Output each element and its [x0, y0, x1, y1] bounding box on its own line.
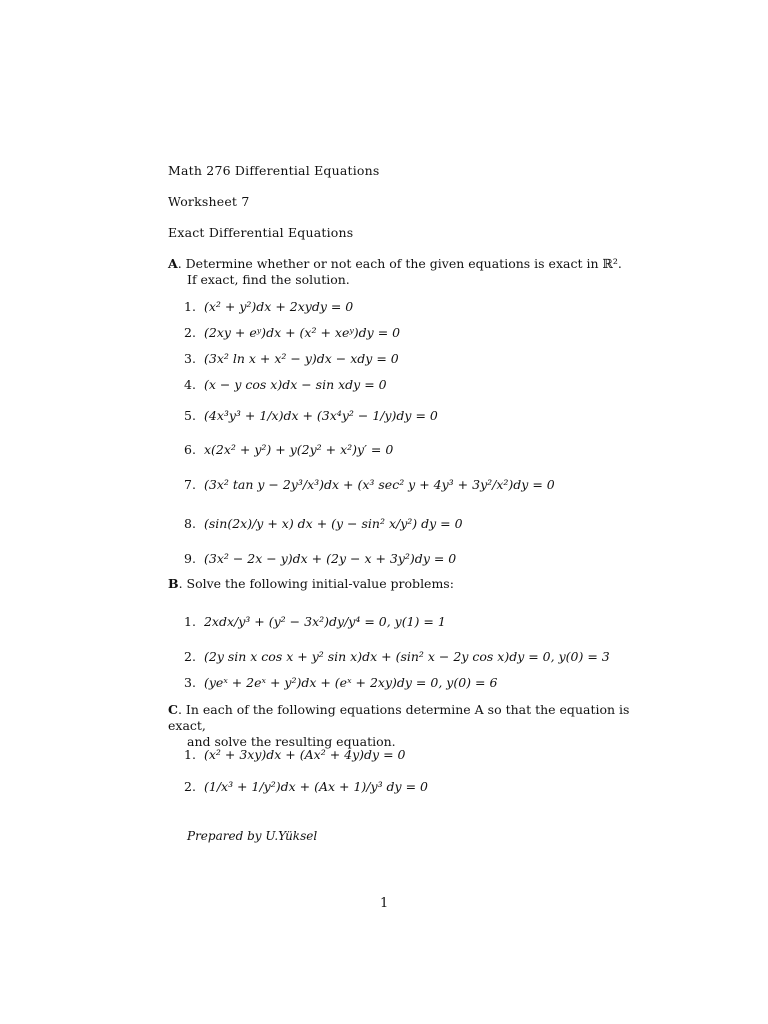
list-item: [184, 442, 393, 457]
item-number: 3.: [184, 675, 196, 690]
page-number: 1: [380, 896, 389, 911]
section-c-text: . In each of the following equations determine A so that the equation is exact,: [168, 702, 630, 733]
list-item: [184, 408, 438, 423]
section-b-heading: [168, 576, 648, 592]
equation: (2xy + eʸ)dx + (x² + xeʸ)dy = 0: [203, 325, 401, 340]
list-item: [184, 614, 446, 629]
equation: (yeˣ + 2eˣ + y²)dx + (eˣ + 2xy)dy = 0, y(0) = 6: [203, 675, 498, 690]
equation: x(2x² + y²) + y(2y² + x²)y′ = 0: [203, 442, 394, 457]
equation: (3x² tan y − 2y³/x³)dx + (x³ sec² y + 4y³ + 3y²/x²)dy = 0: [203, 477, 555, 492]
equation: (2y sin x cos x + y² sin x)dx + (sin² x − 2y cos x)dy = 0, y(0) = 3: [203, 649, 610, 664]
list-item: [184, 779, 428, 794]
item-number: 2.: [184, 649, 196, 664]
section-b-text: . Solve the following initial-value problems:: [178, 576, 454, 591]
list-item: [184, 551, 456, 566]
list-item: [184, 325, 400, 340]
list-item: [184, 477, 555, 492]
prepared-by: Prepared by U.Yüksel: [187, 829, 318, 843]
topic-title: Exact Differential Equations: [168, 225, 354, 240]
equation: (3x² − 2x − y)dx + (2y − x + 3y²)dy = 0: [203, 551, 457, 566]
item-number: 1.: [184, 299, 196, 314]
item-number: 5.: [184, 408, 196, 423]
item-number: 4.: [184, 377, 196, 392]
equation: 2xdx/y³ + (y² − 3x²)dy/y⁴ = 0, y(1) = 1: [203, 614, 446, 629]
list-item: [184, 747, 405, 762]
section-b-letter: B: [168, 576, 179, 591]
item-number: 2.: [184, 325, 196, 340]
item-number: 8.: [184, 516, 196, 531]
item-number: 6.: [184, 442, 196, 457]
equation: (3x² ln x + x² − y)dx − xdy = 0: [203, 351, 399, 366]
equation: (x² + y²)dx + 2xydy = 0: [203, 299, 354, 314]
item-number: 1.: [184, 614, 196, 629]
list-item: [184, 649, 610, 664]
equation: (4x³y³ + 1/x)dx + (3x⁴y² − 1/y)dy = 0: [203, 408, 438, 423]
section-c-letter: C: [168, 702, 178, 717]
list-item: [184, 351, 399, 366]
section-a-letter: A: [168, 256, 178, 271]
item-number: 9.: [184, 551, 196, 566]
worksheet-title: Worksheet 7: [168, 194, 250, 209]
section-a-heading: [168, 256, 648, 288]
list-item: [184, 299, 353, 314]
item-number: 7.: [184, 477, 196, 492]
list-item: [184, 516, 463, 531]
equation: (sin(2x)/y + x) dx + (y − sin² x/y²) dy = 0: [203, 516, 463, 531]
section-a-text: . Determine whether or not each of the given equations is exact in ℝ².: [177, 256, 622, 271]
section-c-continuation: and solve the resulting equation.: [187, 734, 396, 749]
equation: (1/x³ + 1/y²)dx + (Ax + 1)/y³ dy = 0: [203, 779, 428, 794]
item-number: 1.: [184, 747, 196, 762]
list-item: [184, 377, 387, 392]
item-number: 2.: [184, 779, 196, 794]
list-item: [184, 675, 497, 690]
section-c-heading: [168, 702, 648, 750]
course-title: Math 276 Differential Equations: [168, 163, 380, 178]
section-a-continuation: If exact, find the solution.: [187, 272, 350, 287]
item-number: 3.: [184, 351, 196, 366]
equation: (x² + 3xy)dx + (Ax² + 4y)dy = 0: [203, 747, 406, 762]
equation: (x − y cos x)dx − sin xdy = 0: [203, 377, 387, 392]
